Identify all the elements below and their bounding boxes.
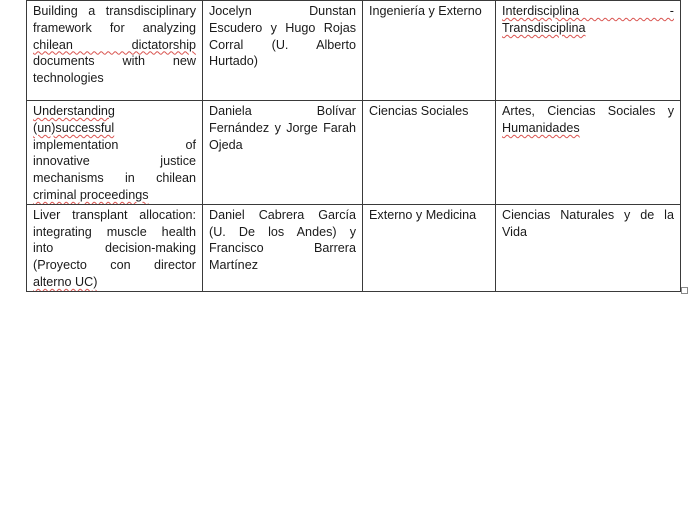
discipline-cell[interactable] bbox=[496, 1, 681, 101]
text-line: Fernández y Jorge Farah bbox=[209, 120, 356, 135]
text-line: (un)successful bbox=[33, 120, 115, 135]
discipline-cell[interactable] bbox=[496, 101, 681, 205]
text-line: implementation of bbox=[33, 137, 196, 152]
text-line: innovative justice bbox=[33, 154, 196, 169]
text-line: Externo y Medicina bbox=[369, 207, 477, 222]
text-line: Daniela Bolívar bbox=[209, 104, 356, 118]
text-line: into decision-making bbox=[33, 241, 196, 256]
project-title-cell[interactable] bbox=[27, 1, 203, 101]
text-line: criminal proceedings bbox=[33, 187, 149, 202]
table-row bbox=[27, 101, 681, 205]
researchers-cell[interactable] bbox=[203, 101, 363, 205]
text-line: (U. De los Andes) y bbox=[209, 224, 356, 239]
text-line: Vida bbox=[502, 224, 527, 239]
text-line: Francisco Barrera bbox=[209, 241, 356, 256]
text-line: Ojeda bbox=[209, 137, 243, 152]
text-line: Liver transplant allocation: bbox=[33, 207, 196, 222]
text-line: framework for analyzing bbox=[33, 20, 196, 35]
researchers-cell[interactable] bbox=[203, 204, 363, 291]
text-line: Ciencias Naturales y de la bbox=[502, 207, 674, 222]
text-line: mechanisms in chilean bbox=[33, 171, 196, 186]
area-cell[interactable] bbox=[363, 1, 496, 101]
text-line: (Proyecto con director bbox=[33, 258, 196, 273]
text-line: chilean dictatorship bbox=[33, 37, 196, 52]
area-cell[interactable] bbox=[363, 204, 496, 291]
text-line: Ingeniería y Externo bbox=[369, 4, 482, 18]
text-line: Hurtado) bbox=[209, 54, 258, 69]
table-resize-handle[interactable] bbox=[681, 287, 688, 294]
researchers-cell[interactable] bbox=[203, 1, 363, 101]
project-title-cell[interactable] bbox=[27, 101, 203, 205]
discipline-cell[interactable] bbox=[496, 204, 681, 291]
project-title-cell[interactable] bbox=[27, 204, 203, 291]
text-line: Daniel Cabrera García bbox=[209, 207, 356, 222]
text-line: Corral (U. Alberto bbox=[209, 37, 356, 52]
text-line: Building a transdisciplinary bbox=[33, 4, 196, 18]
text-line: Escudero y Hugo Rojas bbox=[209, 20, 356, 35]
table-row bbox=[27, 1, 681, 101]
text-line: Interdisciplina - bbox=[502, 4, 674, 18]
text-line: Jocelyn Dunstan bbox=[209, 4, 356, 18]
text-line: documents with new bbox=[33, 54, 196, 69]
text-line: alterno UC) bbox=[33, 274, 98, 289]
text-line: Understanding bbox=[33, 104, 115, 118]
text-line: Humanidades bbox=[502, 120, 580, 135]
projects-table bbox=[26, 0, 681, 292]
area-cell[interactable] bbox=[363, 101, 496, 205]
text-line: Martínez bbox=[209, 258, 258, 273]
text-line: Transdisciplina bbox=[502, 20, 586, 35]
text-line: integrating muscle health bbox=[33, 224, 196, 239]
text-line: Ciencias Sociales bbox=[369, 104, 469, 118]
table-row bbox=[27, 204, 681, 291]
text-line: technologies bbox=[33, 71, 104, 86]
text-line: Artes, Ciencias Sociales y bbox=[502, 104, 674, 118]
